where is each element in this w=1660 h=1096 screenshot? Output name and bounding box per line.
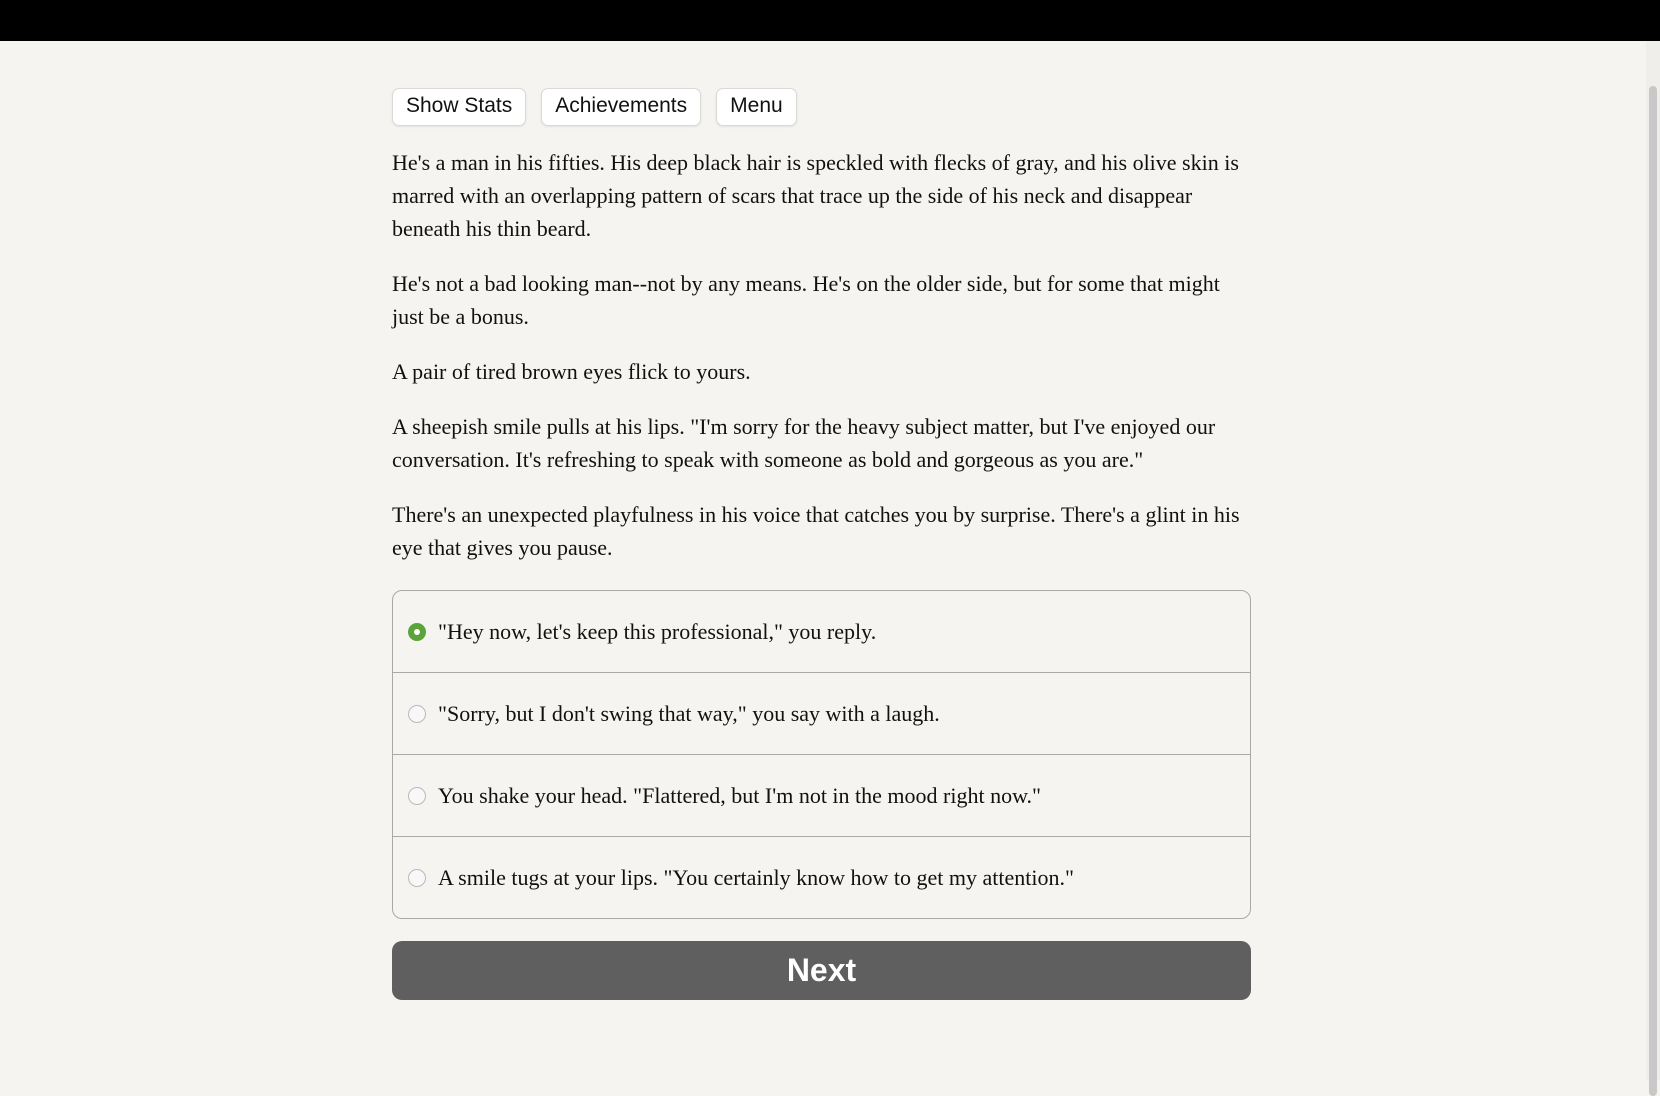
story-text — [392, 146, 1251, 564]
story-paragraph: A pair of tired brown eyes flick to yours. — [392, 359, 751, 384]
choice-label: A smile tugs at your lips. "You certainly know how to get my attention." — [438, 864, 1074, 890]
scrollbar-track[interactable] — [1646, 41, 1660, 1080]
radio-button[interactable] — [408, 705, 426, 723]
choice-option[interactable] — [393, 672, 1250, 754]
choice-option[interactable] — [393, 836, 1250, 918]
scrollbar-thumb[interactable] — [1649, 86, 1657, 1096]
game-content — [392, 88, 1251, 1000]
choice-option[interactable] — [393, 591, 1250, 672]
story-paragraph: A sheepish smile pulls at his lips. "I'm sorry for the heavy subject matter, but I've enjoyed our conversation. It's refreshing to speak with someone as bold and gorgeous as you are." — [392, 414, 1216, 472]
choice-list — [392, 590, 1251, 919]
story-paragraph: He's a man in his fifties. His deep black hair is speckled with flecks of gray, and his olive skin is marred with an overlapping pattern of scars that trace up the side of his neck and disappear beneath his thin beard. — [392, 150, 1239, 241]
top-bar — [0, 0, 1660, 41]
story-paragraph: He's not a bad looking man--not by any means. He's on the older side, but for some that might just be a bonus. — [392, 271, 1220, 329]
radio-button[interactable] — [408, 623, 426, 641]
achievements-button[interactable]: Achievements — [541, 88, 701, 126]
choice-label: "Sorry, but I don't swing that way," you say with a laugh. — [438, 700, 940, 726]
next-button[interactable]: Next — [392, 941, 1251, 1000]
radio-button[interactable] — [408, 787, 426, 805]
choice-label: "Hey now, let's keep this professional," you reply. — [438, 618, 877, 644]
toolbar — [392, 88, 1251, 126]
radio-button[interactable] — [408, 869, 426, 887]
choice-option[interactable] — [393, 754, 1250, 836]
show-stats-button[interactable]: Show Stats — [392, 88, 526, 126]
choice-label: You shake your head. "Flattered, but I'm not in the mood right now." — [438, 782, 1042, 808]
menu-button[interactable]: Menu — [716, 88, 797, 126]
story-paragraph: There's an unexpected playfulness in his voice that catches you by surprise. There's a glint in his eye that gives you pause. — [392, 502, 1240, 560]
